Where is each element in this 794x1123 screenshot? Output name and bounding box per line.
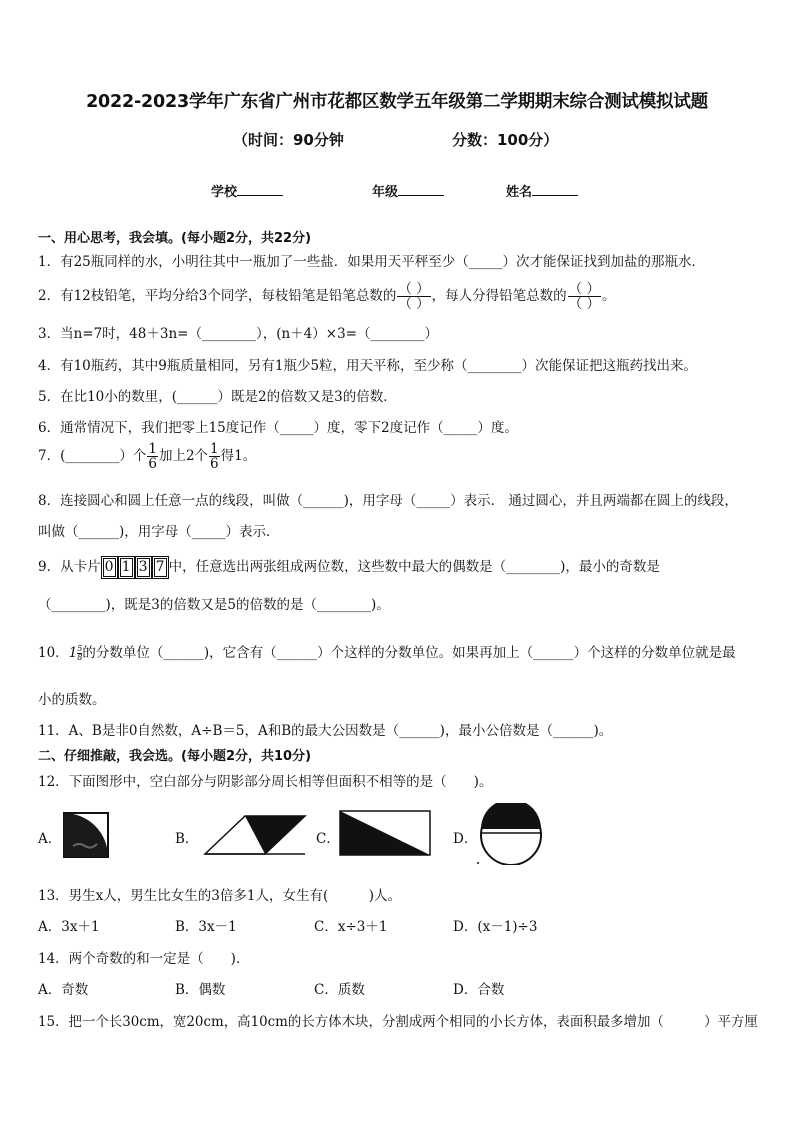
- section-1-heading: 一、用心思考，我会填。(每小题2分，共22分): [38, 231, 312, 246]
- question-10: 10．1 $\frac{5}{8}$ 的分数单位（______)，它含有（______）个这样的分数单位。如果再加上（______）个这样的分数单位就是最: [38, 644, 736, 662]
- question-9: 9．从卡片 0 1 3 7 中，任意选出两张组成两位数，这些数中最大的偶数是（________)，最小的奇数是: [38, 559, 660, 575]
- school-field: 学校: [211, 181, 283, 200]
- grade-field: 年级: [372, 181, 444, 200]
- name-field: 姓名: [506, 181, 578, 200]
- option-c[interactable]: C．质数: [314, 982, 365, 998]
- question-1: 1．有25瓶同样的水，小明往其中一瓶加了一些盐．如果用天平秤至少（_____）次才能保证找到加盐的那瓶水．: [38, 254, 706, 270]
- option-d[interactable]: D．(x－1)÷3: [453, 919, 538, 935]
- fraction-blank: $\frac{( )}{( )}$: [568, 281, 600, 312]
- question-15: 15．把一个长30cm，宽20cm，高10cm的长方体木块，分割成两个相同的小长方体，表面积最多增加（ ）平方厘: [38, 1014, 758, 1030]
- exam-score: 分数：100分）: [452, 131, 559, 149]
- question-6: 6．通常情况下，我们把零上15度记作（_____）度，零下2度记作（_____）度。: [38, 420, 518, 436]
- question-2: 2．有12枝铅笔，平均分给3个同学，每枝铅笔是铅笔总数的 $\frac{( )}{( )}$ ，每人分得铅笔总数的 $\frac{( )}{( )}$ 。: [38, 281, 616, 312]
- option-b[interactable]: B．偶数: [175, 982, 226, 998]
- fraction-one-sixth: $\frac{1}{6}$: [148, 441, 157, 472]
- question-3: 3．当n=7时，48＋3n=（________），(n＋4）×3=（________）: [38, 326, 438, 342]
- question-11: 11．A、B是非0自然数，A÷B＝5，A和B的最大公因数是（______)，最小公倍数是（______)。: [38, 723, 613, 739]
- fraction-blank: $\frac{( )}{( )}$: [398, 281, 430, 312]
- question-9-line-2: （________)，既是3的倍数又是5的倍数的是（________)。: [38, 597, 390, 613]
- option-c-label[interactable]: C．: [316, 831, 340, 847]
- exam-time: （时间：90分钟: [233, 131, 344, 149]
- option-a[interactable]: A．奇数: [38, 982, 89, 998]
- option-d[interactable]: D．合数: [453, 982, 505, 998]
- digit-card: 3: [137, 558, 150, 577]
- option-b-label[interactable]: B．: [175, 831, 199, 847]
- figure-c-rectangle-diagonal[interactable]: [339, 810, 431, 856]
- digit-card: 0: [103, 558, 116, 577]
- option-a-label[interactable]: A．: [38, 831, 62, 847]
- figure-d-circle-half[interactable]: [476, 803, 544, 865]
- question-10-line-2: 小的质数。: [38, 692, 106, 708]
- question-13: 13．男生x人，男生比女生的3倍多1人，女生有( )人。: [38, 888, 402, 904]
- digit-card: 7: [154, 558, 167, 577]
- figure-a-quarter-circle[interactable]: [63, 812, 109, 858]
- question-14: 14．两个奇数的和一定是（ )．: [38, 951, 250, 967]
- question-5: 5．在比10小的数里，(______）既是2的倍数又是3的倍数．: [38, 389, 397, 405]
- option-a[interactable]: A．3x＋1: [38, 919, 100, 935]
- mixed-number: 1 $\frac{5}{8}$: [68, 644, 83, 662]
- section-2-heading: 二、仔细推敲，我会选。(每小题2分，共10分): [38, 749, 312, 764]
- option-d-label[interactable]: D．: [453, 831, 478, 847]
- question-4: 4．有10瓶药，其中9瓶质量相同，另有1瓶少5粒，用天平称，至少称（________）次能保证把这瓶药找出来。: [38, 358, 698, 374]
- question-12: 12．下面图形中，空白部分与阴影部分周长相等但面积不相等的是（ )。: [38, 774, 493, 790]
- fraction-one-sixth: $\frac{1}{6}$: [210, 441, 219, 472]
- question-8-line-1: 8．连接圆心和圆上任意一点的线段，叫做（______)，用字母（_____）表示． 通过圆心，并且两端都在圆上的线段，: [38, 493, 738, 509]
- figure-b-parallelogram[interactable]: [203, 814, 307, 856]
- option-c[interactable]: C．x÷3＋1: [314, 919, 388, 935]
- option-b[interactable]: B．3x－1: [175, 919, 237, 935]
- digit-card: 1: [120, 558, 133, 577]
- page-title: 2022-2023学年广东省广州市花都区数学五年级第二学期期末综合测试模拟试题: [86, 92, 708, 112]
- question-8-line-2: 叫做（______)，用字母（_____）表示．: [38, 524, 280, 540]
- question-7: 7．(________）个 $\frac{1}{6}$ 加上2个 $\frac{1}{6}$ 得1。: [38, 441, 257, 472]
